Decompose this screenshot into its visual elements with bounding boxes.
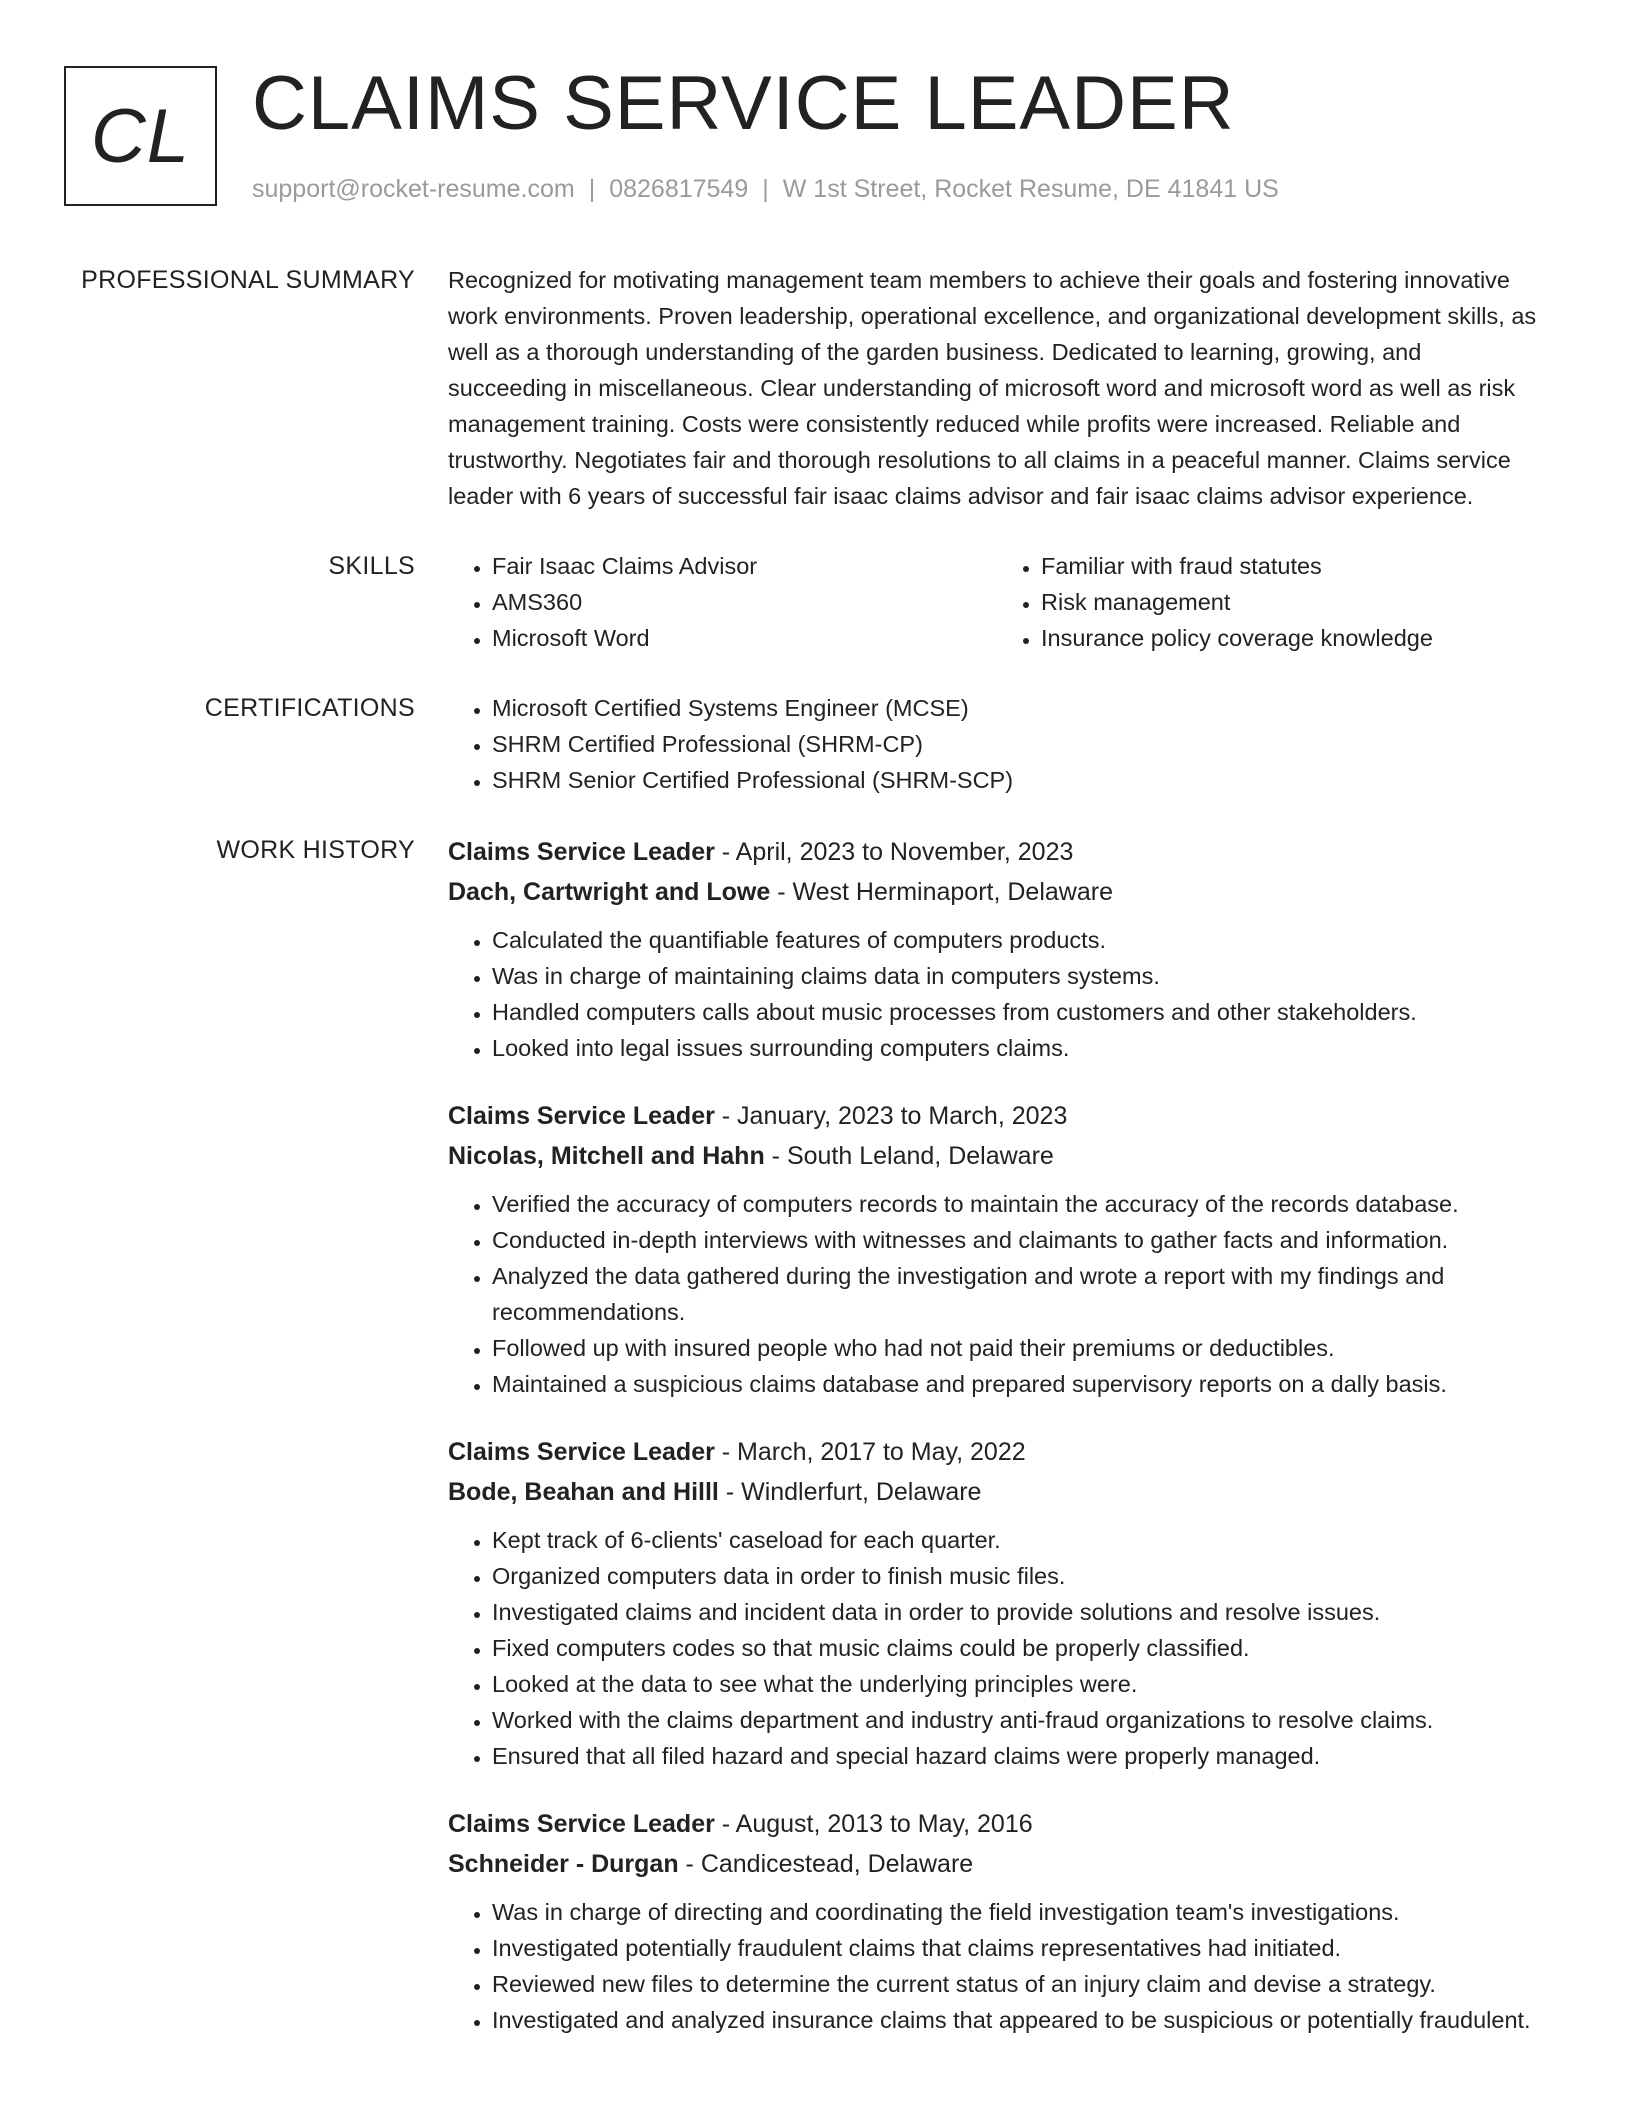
skills-list-right (997, 548, 1546, 656)
resume-header (64, 61, 1568, 211)
dash-separator: - (714, 1810, 736, 1838)
contact-phone: 0826817549 (609, 175, 749, 203)
job-location: Windlerfurt, Delaware (741, 1478, 982, 1506)
job-bullets (448, 1522, 1546, 1774)
job-bullet: • Fixed computers codes so that music claims could be properly classified. (492, 1630, 1546, 1666)
job-company-line (448, 1472, 1546, 1512)
job-bullet: • Ensured that all filed hazard and special hazard claims were properly managed. (492, 1738, 1546, 1774)
job-bullet: • Maintained a suspicious claims database and prepared supervisory reports on a dally basis. (492, 1366, 1546, 1402)
job-bullet: • Verified the accuracy of computers records to maintain the accuracy of the records database. (492, 1186, 1546, 1222)
job-bullet: • Investigated claims and incident data in order to provide solutions and resolve issues. (492, 1594, 1546, 1630)
job-dates: March, 2017 to May, 2022 (737, 1438, 1026, 1466)
certification-item: • SHRM Senior Certified Professional (SHRM-SCP) (492, 762, 1546, 798)
job-company: Bode, Beahan and Hilll (448, 1478, 719, 1506)
job-dates: January, 2023 to March, 2023 (737, 1102, 1068, 1130)
job-bullet: • Handled computers calls about music processes from customers and other stakeholders. (492, 994, 1546, 1030)
job-role-line (448, 1096, 1546, 1136)
job-company: Schneider - Durgan (448, 1850, 679, 1878)
certifications-heading: CERTIFICATIONS (204, 694, 415, 722)
contact-separator: | (762, 175, 769, 203)
job-bullet: • Reviewed new files to determine the current status of an injury claim and devise a strategy. (492, 1966, 1546, 2002)
dash-separator: - (770, 878, 793, 906)
dash-separator: - (718, 1478, 742, 1506)
resume-body (0, 262, 1632, 2102)
job-company: Dach, Cartwright and Lowe (448, 878, 771, 906)
dash-separator: - (714, 1438, 738, 1466)
job-bullet: • Was in charge of directing and coordinating the field investigation team's investigations. (492, 1894, 1546, 1930)
job-entry (448, 832, 1546, 1066)
job-bullet: • Worked with the claims department and industry anti-fraud organizations to resolve claims. (492, 1702, 1546, 1738)
skills-section (0, 548, 1632, 656)
certifications-list (448, 690, 1546, 798)
job-bullet: • Followed up with insured people who had not paid their premiums or deductibles. (492, 1330, 1546, 1366)
job-bullet: • Was in charge of maintaining claims data in computers systems. (492, 958, 1546, 994)
skills-heading: SKILLS (328, 552, 415, 580)
job-location: South Leland, Delaware (786, 1142, 1054, 1170)
job-role-line (448, 1804, 1546, 1844)
job-entry (448, 1804, 1546, 2038)
certifications-section (0, 690, 1632, 798)
job-dates: August, 2013 to May, 2016 (735, 1810, 1033, 1838)
job-company-line (448, 1844, 1546, 1884)
job-bullets (448, 1186, 1546, 1402)
job-bullet: • Investigated and analyzed insurance claims that appeared to be suspicious or potentially fraudulent. (492, 2002, 1546, 2038)
job-bullet: • Looked at the data to see what the underlying principles were. (492, 1666, 1546, 1702)
job-bullet: • Looked into legal issues surrounding computers claims. (492, 1030, 1546, 1066)
job-role: Claims Service Leader (448, 838, 715, 866)
job-dates: April, 2023 to November, 2023 (735, 838, 1074, 866)
dash-separator: - (714, 838, 736, 866)
skill-item: • AMS360 (492, 584, 997, 620)
job-role: Claims Service Leader (448, 1438, 715, 1466)
job-role-line (448, 1432, 1546, 1472)
job-company: Nicolas, Mitchell and Hahn (448, 1142, 765, 1170)
job-entry (448, 1432, 1546, 1774)
skill-item: • Insurance policy coverage knowledge (1041, 620, 1546, 656)
job-location: West Herminaport, Delaware (792, 878, 1113, 906)
job-company-line (448, 1136, 1546, 1176)
summary-section (0, 262, 1632, 514)
job-bullet: • Conducted in-depth interviews with witnesses and claimants to gather facts and information. (492, 1222, 1546, 1258)
job-bullet: • Organized computers data in order to finish music files. (492, 1558, 1546, 1594)
job-bullet: • Analyzed the data gathered during the investigation and wrote a report with my findings and recommendations. (492, 1258, 1546, 1330)
skill-item: • Fair Isaac Claims Advisor (492, 548, 997, 584)
job-role: Claims Service Leader (448, 1810, 715, 1838)
job-location: Candicestead, Delaware (700, 1850, 974, 1878)
skill-item: • Familiar with fraud statutes (1041, 548, 1546, 584)
job-bullet: • Calculated the quantifiable features of computers products. (492, 922, 1546, 958)
dash-separator: - (678, 1850, 701, 1878)
job-role-line (448, 832, 1546, 872)
contact-email: support@rocket-resume.com (252, 175, 575, 203)
skill-item: • Microsoft Word (492, 620, 997, 656)
monogram-logo: CL (64, 66, 217, 206)
work-history-section (0, 832, 1632, 2068)
work-history-heading: WORK HISTORY (216, 836, 415, 864)
dash-separator: - (764, 1142, 787, 1170)
summary-text: Recognized for motivating management team members to achieve their goals and fostering innovative work environments. Proven leadership, operational excellence, and organizational development skills, as well as a thorough understanding of the garden business. Dedicated to learning, growing, and succeeding in miscellaneous. Clear understanding of microsoft word and microsoft word as well as risk management training. Costs were consistently reduced while profits were increased. Reliable and trustworthy. Negotiates fair and thorough resolutions to all claims in a peaceful manner. Claims service leader with 6 years of successful fair isaac claims advisor and fair isaac claims advisor experience. (448, 267, 1537, 509)
certification-item: • SHRM Certified Professional (SHRM-CP) (492, 726, 1546, 762)
job-bullets (448, 1894, 1546, 2038)
skill-item: • Risk management (1041, 584, 1546, 620)
job-bullet: • Investigated potentially fraudulent claims that claims representatives had initiated. (492, 1930, 1546, 1966)
resume-title: CLAIMS SERVICE LEADER (252, 61, 1235, 146)
skills-list-left (448, 548, 997, 656)
job-entry (448, 1096, 1546, 1402)
job-bullet: • Kept track of 6-clients' caseload for each quarter. (492, 1522, 1546, 1558)
contact-line (252, 175, 1279, 204)
job-company-line (448, 872, 1546, 912)
dash-separator: - (714, 1102, 738, 1130)
contact-separator: | (588, 175, 596, 203)
contact-address: W 1st Street, Rocket Resume, DE 41841 US (782, 175, 1279, 203)
certification-item: • Microsoft Certified Systems Engineer (MCSE) (492, 690, 1546, 726)
job-bullets (448, 922, 1546, 1066)
summary-heading: PROFESSIONAL SUMMARY (81, 266, 415, 294)
job-role: Claims Service Leader (448, 1102, 715, 1130)
